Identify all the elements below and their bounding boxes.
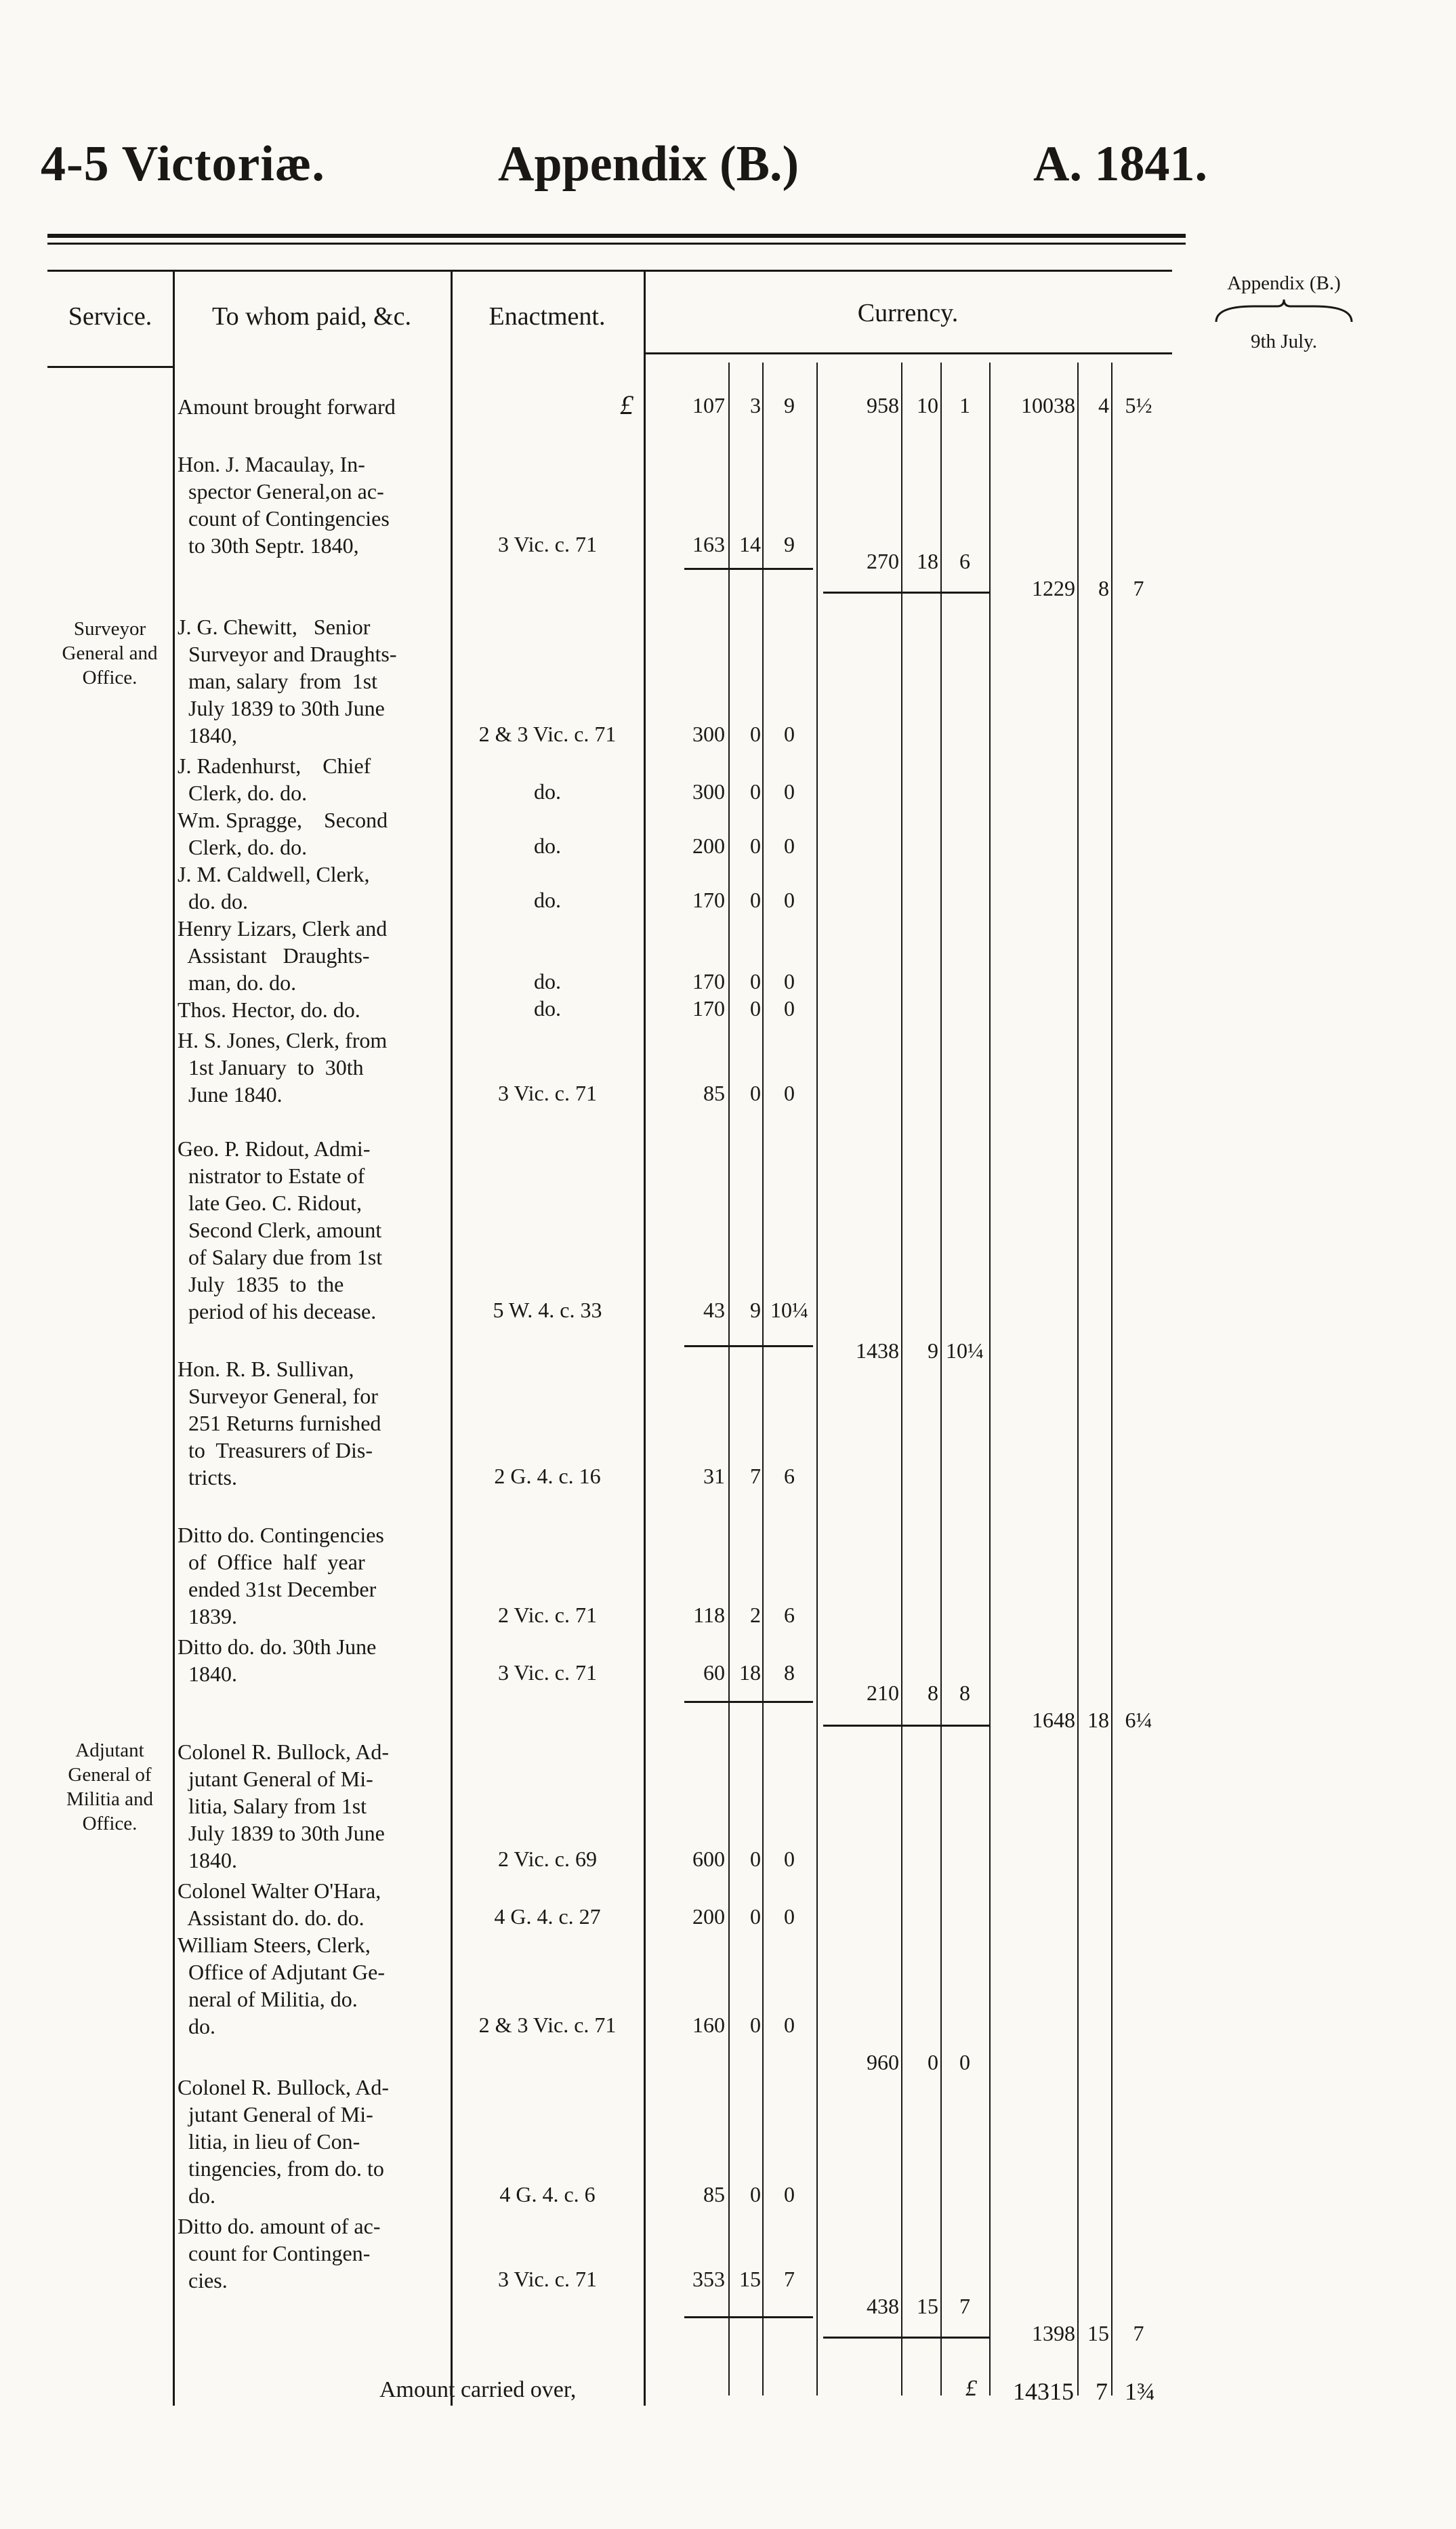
margin-note-appendix: Appendix (B.) xyxy=(1227,272,1341,294)
payee-description: Colonel Walter O'Hara, Assistant do. do. do. xyxy=(178,1878,381,1930)
amount-a-pounds: 300 xyxy=(692,779,725,804)
amount-c-pounds: 1229 xyxy=(1032,576,1075,600)
amount-b-shillings: 8 xyxy=(928,1681,938,1705)
col-rule-b-pounds xyxy=(901,363,902,2396)
amount-a-pounds: 200 xyxy=(692,834,725,858)
table-header-rule-right xyxy=(644,352,1172,354)
amount-a-pounds: 300 xyxy=(692,722,725,746)
enactment-cell: 2 G. 4. c. 16 xyxy=(494,1464,601,1488)
amount-a-shillings: 7 xyxy=(750,1464,761,1488)
amount-a-pounds: 170 xyxy=(692,969,725,993)
header-rule-top xyxy=(47,234,1186,238)
col-header-enactment: Enactment. xyxy=(488,302,606,331)
carried-over-pence: 1¾ xyxy=(1125,2378,1155,2405)
payee-description: J. M. Caldwell, Clerk, do. do. xyxy=(178,862,370,913)
amount-a-pence: 10¼ xyxy=(770,1298,808,1322)
enactment-cell: 3 Vic. c. 71 xyxy=(498,1081,597,1105)
payee-description: William Steers, Clerk, Office of Adjutant Ge- neral of Militia, do. do. xyxy=(178,1933,385,2038)
amount-a-pence: 9 xyxy=(784,393,795,417)
amount-b-pence: 10¼ xyxy=(946,1338,984,1363)
col-rule-c-shillings xyxy=(1111,363,1112,2396)
amount-b-shillings: 0 xyxy=(928,2050,938,2074)
amount-c-pounds: 1398 xyxy=(1032,2321,1075,2345)
payee-description: Colonel R. Bullock, Ad- jutant General of Mi- litia, in lieu of Con- tingencies, from do. to do. xyxy=(178,2075,389,2208)
amount-a-shillings: 0 xyxy=(750,779,761,804)
subtotal-rule-b xyxy=(823,1725,989,1727)
amount-a-shillings: 0 xyxy=(750,1081,761,1105)
amount-b-pence: 0 xyxy=(959,2050,970,2074)
amount-a-pence: 0 xyxy=(784,2182,795,2206)
enactment-cell: do. xyxy=(534,888,561,912)
amount-a-pence: 6 xyxy=(784,1603,795,1627)
table-top-rule xyxy=(47,270,1172,272)
amount-a-shillings: 0 xyxy=(750,722,761,746)
enactment-cell: 2 & 3 Vic. c. 71 xyxy=(478,2013,617,2037)
col-rule-b-end xyxy=(989,363,991,2396)
enactment-cell: 5 W. 4. c. 33 xyxy=(493,1298,602,1322)
amount-a-pence: 9 xyxy=(784,532,795,556)
amount-b-pence: 6 xyxy=(959,549,970,573)
amount-a-shillings: 0 xyxy=(750,996,761,1021)
running-head-center: Appendix (B.) xyxy=(498,136,799,192)
amount-a-shillings: 14 xyxy=(739,532,761,556)
payee-description: Wm. Spragge, Second Clerk, do. do. xyxy=(178,808,388,859)
amount-a-pence: 0 xyxy=(784,722,795,746)
amount-a-pence: 8 xyxy=(784,1660,795,1685)
payee-description: J. G. Chewitt, Senior Surveyor and Draughts- man, salary from 1st July 1839 to 30th June 1840, xyxy=(178,615,397,747)
col-header-currency: Currency. xyxy=(857,299,959,327)
amount-b-shillings: 9 xyxy=(928,1338,938,1363)
col-rule-enactment xyxy=(644,271,646,2406)
amount-a-pounds: 170 xyxy=(692,996,725,1021)
amount-a-pence: 0 xyxy=(784,1081,795,1105)
amount-b-shillings: 18 xyxy=(917,549,938,573)
enactment-cell: 2 Vic. c. 71 xyxy=(498,1603,597,1627)
amount-a-shillings: 15 xyxy=(739,2267,761,2291)
amount-a-pounds: 600 xyxy=(692,1847,725,1871)
payee-description: Thos. Hector, do. do. xyxy=(178,998,360,1022)
subtotal-rule-b xyxy=(823,592,989,594)
amount-c-shillings: 4 xyxy=(1098,393,1109,417)
amount-a-shillings: 0 xyxy=(750,2182,761,2206)
amount-c-pence: 5½ xyxy=(1125,393,1152,417)
col-rule-c-pounds xyxy=(1077,363,1079,2396)
amount-c-pence: 7 xyxy=(1133,2321,1144,2345)
subtotal-rule-a xyxy=(684,2316,813,2318)
subtotal-rule-a xyxy=(684,1701,813,1703)
amount-a-pounds: 31 xyxy=(703,1464,725,1488)
amount-a-pence: 0 xyxy=(784,996,795,1021)
col-header-service: Service. xyxy=(68,302,152,331)
amount-c-shillings: 15 xyxy=(1087,2321,1109,2345)
payee-description: Hon. R. B. Sullivan, Surveyor General, for 251 Returns furnished to Treasurers of Dis- tricts. xyxy=(178,1357,381,1489)
service-label: Surveyor General and Office. xyxy=(62,618,158,688)
amount-a-pence: 0 xyxy=(784,969,795,993)
amount-a-pence: 0 xyxy=(784,888,795,912)
col-rule-b-shillings xyxy=(940,363,942,2396)
amount-a-pounds: 43 xyxy=(703,1298,725,1322)
enactment-cell: 4 G. 4. c. 6 xyxy=(499,2182,596,2206)
amount-c-pounds: 10038 xyxy=(1021,393,1075,417)
enactment-cell: 3 Vic. c. 71 xyxy=(498,532,597,556)
amount-a-pence: 0 xyxy=(784,1847,795,1871)
carried-over-shillings: 7 xyxy=(1096,2378,1108,2405)
amount-b-pounds: 210 xyxy=(867,1681,899,1705)
amount-a-shillings: 0 xyxy=(750,1847,761,1871)
amount-a-pounds: 60 xyxy=(703,1660,725,1685)
col-rule-a-pence xyxy=(728,363,730,2396)
enactment-cell: do. xyxy=(534,834,561,858)
amount-a-pounds: 160 xyxy=(692,2013,725,2037)
margin-brace xyxy=(1213,298,1355,325)
col-rule-a-shillings xyxy=(762,363,764,2396)
amount-b-shillings: 10 xyxy=(917,393,938,417)
amount-a-pence: 7 xyxy=(784,2267,795,2291)
amount-a-shillings: 0 xyxy=(750,969,761,993)
pound-sign: £ xyxy=(620,390,633,420)
amount-a-pounds: 353 xyxy=(692,2267,725,2291)
payee-description: Ditto do. do. 30th June 1840. xyxy=(178,1634,377,1686)
payee-description: Ditto do. Contingencies of Office half year ended 31st December 1839. xyxy=(178,1523,384,1628)
amount-b-pounds: 960 xyxy=(867,2050,899,2074)
col-header-to-whom: To whom paid, &c. xyxy=(212,302,411,331)
amount-a-pounds: 170 xyxy=(692,888,725,912)
subtotal-rule-a xyxy=(684,1345,813,1347)
amount-c-shillings: 8 xyxy=(1098,576,1109,600)
amount-a-pence: 0 xyxy=(784,2013,795,2037)
amount-a-shillings: 0 xyxy=(750,2013,761,2037)
payee-description: H. S. Jones, Clerk, from 1st January to 30th June 1840. xyxy=(178,1028,388,1107)
payee-description: J. Radenhurst, Chief Clerk, do. do. xyxy=(178,754,371,805)
payee-description: Ditto do. amount of ac- count for Contingen- cies. xyxy=(178,2214,381,2292)
amount-a-pence: 0 xyxy=(784,779,795,804)
amount-b-pence: 8 xyxy=(959,1681,970,1705)
amount-a-shillings: 18 xyxy=(739,1660,761,1685)
amount-a-pounds: 85 xyxy=(703,1081,725,1105)
amount-b-pounds: 1438 xyxy=(856,1338,899,1363)
col-rule-service xyxy=(173,271,175,2406)
amount-b-pounds: 270 xyxy=(867,549,899,573)
amount-b-pounds: 958 xyxy=(867,393,899,417)
col-rule-a-end xyxy=(816,363,818,2396)
amount-a-pounds: 118 xyxy=(693,1603,725,1627)
amount-c-pounds: 1648 xyxy=(1032,1708,1075,1732)
carried-over-pounds: 14315 xyxy=(1013,2378,1074,2405)
amount-b-pence: 1 xyxy=(959,393,970,417)
amount-a-shillings: 9 xyxy=(750,1298,761,1322)
carried-over-label: Amount carried over, xyxy=(379,2377,577,2402)
amount-c-pence: 6¼ xyxy=(1125,1708,1152,1732)
running-head-right: A. 1841. xyxy=(1033,136,1207,192)
amount-a-pounds: 163 xyxy=(692,532,725,556)
amount-c-shillings: 18 xyxy=(1087,1708,1109,1732)
payee-description: Henry Lizars, Clerk and Assistant Draughts- man, do. do. xyxy=(178,916,388,995)
subtotal-rule-b xyxy=(823,2337,989,2339)
enactment-cell: 3 Vic. c. 71 xyxy=(498,2267,597,2291)
header-rule-bottom xyxy=(47,243,1186,245)
col-rule-to-whom xyxy=(451,271,453,2406)
enactment-cell: 2 Vic. c. 69 xyxy=(498,1847,597,1871)
amount-a-shillings: 3 xyxy=(750,393,761,417)
enactment-cell: 4 G. 4. c. 27 xyxy=(494,1904,601,1929)
payee-description: Geo. P. Ridout, Admi- nistrator to Estate of late Geo. C. Ridout, Second Clerk, amount of Salary due from 1st July 1835 to the period of his decease. xyxy=(178,1136,383,1323)
amount-a-pence: 0 xyxy=(784,834,795,858)
enactment-cell: do. xyxy=(534,779,561,804)
amount-a-pounds: 85 xyxy=(703,2182,725,2206)
margin-note-date: 9th July. xyxy=(1250,331,1318,352)
carried-over-pound-sign: £ xyxy=(965,2376,977,2401)
amount-a-shillings: 0 xyxy=(750,888,761,912)
amount-a-pence: 6 xyxy=(784,1464,795,1488)
amount-a-pounds: 107 xyxy=(692,393,725,417)
amount-a-pounds: 200 xyxy=(692,1904,725,1929)
amount-a-shillings: 2 xyxy=(750,1603,761,1627)
service-label: Adjutant General of Militia and Office. xyxy=(66,1740,154,1834)
amount-a-shillings: 0 xyxy=(750,1904,761,1929)
amount-b-shillings: 15 xyxy=(917,2294,938,2318)
running-head-left: 4-5 Victoriæ. xyxy=(41,136,325,192)
payee-description: Hon. J. Macaulay, In- spector General,on ac- count of Contingencies to 30th Septr. 1840, xyxy=(178,452,390,558)
amount-a-pence: 0 xyxy=(784,1904,795,1929)
subtotal-rule-a xyxy=(684,568,813,570)
table-header-rule xyxy=(47,366,173,368)
amount-c-pence: 7 xyxy=(1133,576,1144,600)
payee-description: Amount brought forward xyxy=(178,394,396,419)
amount-a-shillings: 0 xyxy=(750,834,761,858)
payee-description: Colonel R. Bullock, Ad- jutant General of Mi- litia, Salary from 1st July 1839 to 30th June 1840. xyxy=(178,1740,389,1872)
enactment-cell: do. xyxy=(534,969,561,993)
amount-b-pence: 7 xyxy=(959,2294,970,2318)
amount-b-pounds: 438 xyxy=(867,2294,899,2318)
enactment-cell: do. xyxy=(534,996,561,1021)
enactment-cell: 3 Vic. c. 71 xyxy=(498,1660,597,1685)
enactment-cell: 2 & 3 Vic. c. 71 xyxy=(478,722,617,746)
